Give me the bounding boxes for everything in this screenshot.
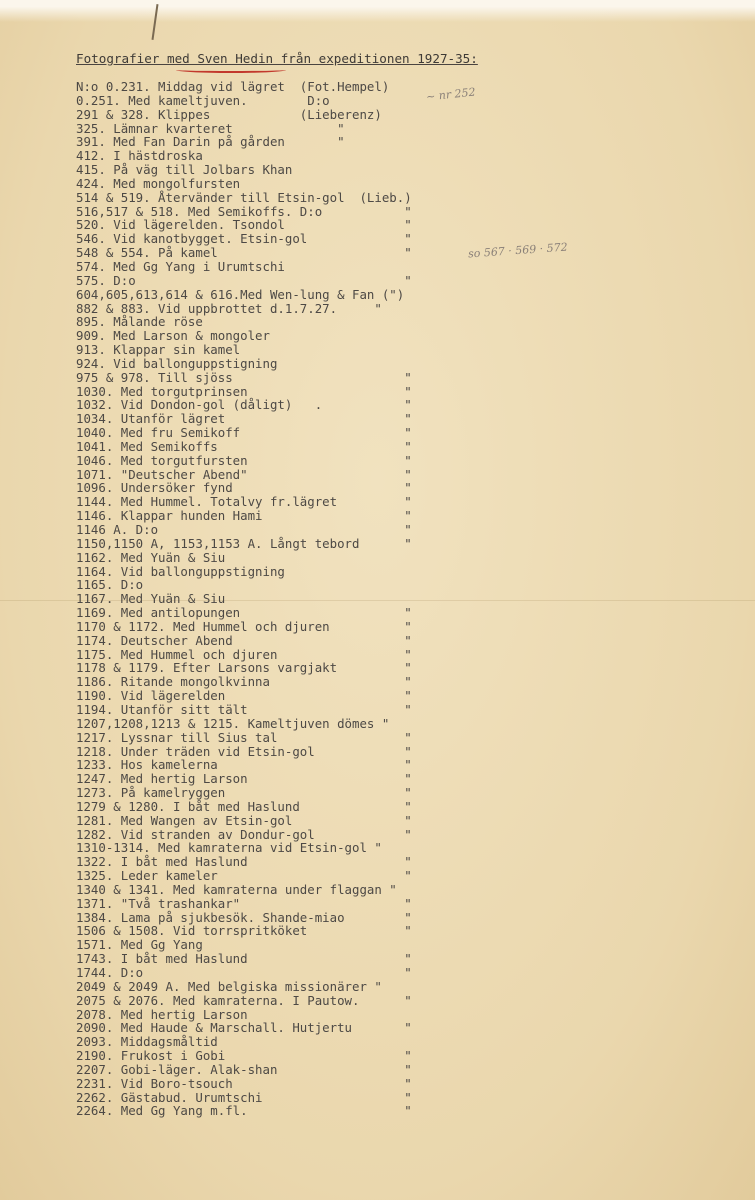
photo-entry: 1150,1150 A, 1153,1153 A. Långt tebord " bbox=[76, 535, 412, 551]
photo-entry: N:o 0.231. Middag vid lägret (Fot.Hempel) bbox=[76, 79, 390, 94]
photo-entry: 1207,1208,1213 & 1215. Kameltjuven dömes " bbox=[76, 715, 390, 731]
photo-entry: 1325. Leder kameler " bbox=[76, 868, 412, 884]
photo-entry: 1322. I båt med Haslund " bbox=[76, 854, 412, 870]
photo-entry: 1217. Lyssnar till Sius tal " bbox=[76, 729, 412, 745]
photo-entry: 1340 & 1341. Med kamraterna under flaggan " bbox=[76, 881, 397, 897]
photo-entry: 391. Med Fan Darin på gården " bbox=[76, 134, 345, 150]
photo-entry: 514 & 519. Återvänder till Etsin-gol (Lieb.) bbox=[76, 189, 412, 205]
photo-entry: 2049 & 2049 A. Med belgiska missionärer " bbox=[76, 978, 382, 994]
photo-entry: 2093. Middagsmåltid bbox=[76, 1034, 218, 1050]
photo-entry: 1384. Lama på sjukbesök. Shande-miao " bbox=[76, 909, 412, 925]
photo-entry: 520. Vid lägerelden. Tsondol " bbox=[76, 217, 412, 233]
photo-entry: 516,517 & 518. Med Semikoffs. D:o " bbox=[76, 203, 412, 219]
photo-entry: 1175. Med Hummel och djuren " bbox=[76, 646, 412, 662]
photo-entry: 1281. Med Wangen av Etsin-gol " bbox=[76, 812, 412, 828]
photo-entry: 291 & 328. Klippes (Lieberenz) bbox=[76, 106, 382, 122]
photo-entry: 1046. Med torgutfursten " bbox=[76, 452, 412, 468]
handwritten-note: so 567 · 569 · 572 bbox=[467, 240, 569, 261]
photo-entry: 1164. Vid ballonguppstigning bbox=[76, 563, 285, 579]
photo-entry: 1174. Deutscher Abend " bbox=[76, 632, 412, 648]
photo-entry: 909. Med Larson & mongoler bbox=[76, 328, 270, 344]
photo-entry: 1194. Utanför sitt tält " bbox=[76, 701, 412, 717]
photo-entry: 1040. Med fru Semikoff " bbox=[76, 425, 412, 441]
photo-entry: 604,605,613,614 & 616.Med Wen-lung & Fan (") bbox=[76, 286, 405, 302]
photo-entry: 1041. Med Semikoffs " bbox=[76, 438, 412, 454]
photo-entry: 1096. Undersöker fynd " bbox=[76, 480, 412, 496]
photo-entry: 913. Klappar sin kamel bbox=[76, 342, 241, 358]
photo-entry: 1165. D:o bbox=[76, 577, 144, 593]
photo-entry: 1310-1314. Med kamraterna vid Etsin-gol " bbox=[76, 840, 382, 856]
photo-entry: 1071. "Deutscher Abend" " bbox=[76, 466, 412, 482]
photo-entry: 1178 & 1179. Efter Larsons vargjakt " bbox=[76, 660, 412, 676]
photo-entry: 2090. Med Haude & Marschall. Hutjertu " bbox=[76, 1020, 412, 1036]
photo-entry: 895. Målande röse bbox=[76, 314, 203, 330]
photo-entry: 2190. Frukost i Gobi " bbox=[76, 1048, 412, 1064]
photo-entry: 1506 & 1508. Vid torrspritköket " bbox=[76, 923, 412, 939]
photo-entry: 1233. Hos kamelerna " bbox=[76, 757, 412, 773]
photo-entry: 2264. Med Gg Yang m.fl. " bbox=[76, 1103, 412, 1119]
handwritten-note: ~ nr 252 bbox=[425, 85, 477, 104]
photo-entry: 2262. Gästabud. Urumtschi " bbox=[76, 1089, 412, 1105]
photo-entry: 1371. "Två trashankar" " bbox=[76, 895, 412, 911]
document-title: Fotografier med Sven Hedin från expeditionen 1927-35: bbox=[76, 51, 478, 66]
photo-entry: 1034. Utanför lägret " bbox=[76, 411, 412, 427]
photo-entry: 1743. I båt med Haslund " bbox=[76, 951, 412, 967]
photo-entry: 412. I hästdroska bbox=[76, 148, 203, 164]
torn-top-edge bbox=[0, 0, 755, 22]
photo-entry: 1279 & 1280. I båt med Haslund " bbox=[76, 798, 412, 814]
photo-entry: 1030. Med torgutprinsen " bbox=[76, 383, 412, 399]
photo-entry: 325. Lämnar kvarteret " bbox=[76, 120, 345, 136]
photo-entry: 575. D:o " bbox=[76, 272, 412, 288]
photo-entry: 424. Med mongolfursten bbox=[76, 175, 241, 191]
photo-entry: 1273. På kamelryggen " bbox=[76, 785, 412, 801]
photo-entry: 1169. Med antilopungen " bbox=[76, 605, 412, 621]
photo-entry: 1190. Vid lägerelden " bbox=[76, 688, 412, 704]
photo-entry: 2075 & 2076. Med kamraterna. I Pautow. " bbox=[76, 992, 412, 1008]
photo-entry: 2078. Med hertig Larson bbox=[76, 1006, 248, 1022]
photo-entry: 1186. Ritande mongolkvinna " bbox=[76, 674, 412, 690]
photo-entry: 415. På väg till Jolbars Khan bbox=[76, 162, 293, 178]
photo-entry: 546. Vid kanotbygget. Etsin-gol " bbox=[76, 231, 412, 247]
photo-entry: 1146. Klappar hunden Hami " bbox=[76, 508, 412, 524]
photo-entry: 1032. Vid Dondon-gol (dåligt) . " bbox=[76, 397, 412, 413]
photo-entry: 1744. D:o " bbox=[76, 965, 412, 980]
photo-entry: 548 & 554. På kamel " bbox=[76, 245, 412, 261]
photo-entry: 2207. Gobi-läger. Alak-shan " bbox=[76, 1061, 412, 1077]
photo-entry: 1571. Med Gg Yang bbox=[76, 937, 203, 953]
photo-entry: 1144. Med Hummel. Totalvy fr.lägret " bbox=[76, 494, 412, 510]
red-pencil-underline bbox=[176, 67, 286, 73]
photo-entry-list bbox=[76, 80, 476, 1130]
photo-entry: 924. Vid ballonguppstigning bbox=[76, 355, 278, 371]
photo-entry: 1146 A. D:o " bbox=[76, 522, 412, 537]
photo-entry: 0.251. Med kameltjuven. D:o bbox=[76, 92, 330, 108]
photo-entry: 1162. Med Yuän & Siu bbox=[76, 549, 226, 565]
photo-entry: 882 & 883. Vid uppbrottet d.1.7.27. " bbox=[76, 300, 382, 316]
photo-entry: 1218. Under träden vid Etsin-gol " bbox=[76, 743, 412, 759]
photo-entry: 2231. Vid Boro-tsouch " bbox=[76, 1075, 412, 1091]
photo-entry: 975 & 978. Till sjöss " bbox=[76, 369, 412, 385]
photo-entry: 1282. Vid stranden av Dondur-gol " bbox=[76, 826, 412, 842]
photo-entry: 1247. Med hertig Larson " bbox=[76, 771, 412, 787]
photo-entry: 1167. Med Yuän & Siu bbox=[76, 591, 226, 607]
photo-entry: 574. Med Gg Yang i Urumtschi bbox=[76, 258, 285, 274]
photo-entry: 1170 & 1172. Med Hummel och djuren " bbox=[76, 618, 412, 634]
